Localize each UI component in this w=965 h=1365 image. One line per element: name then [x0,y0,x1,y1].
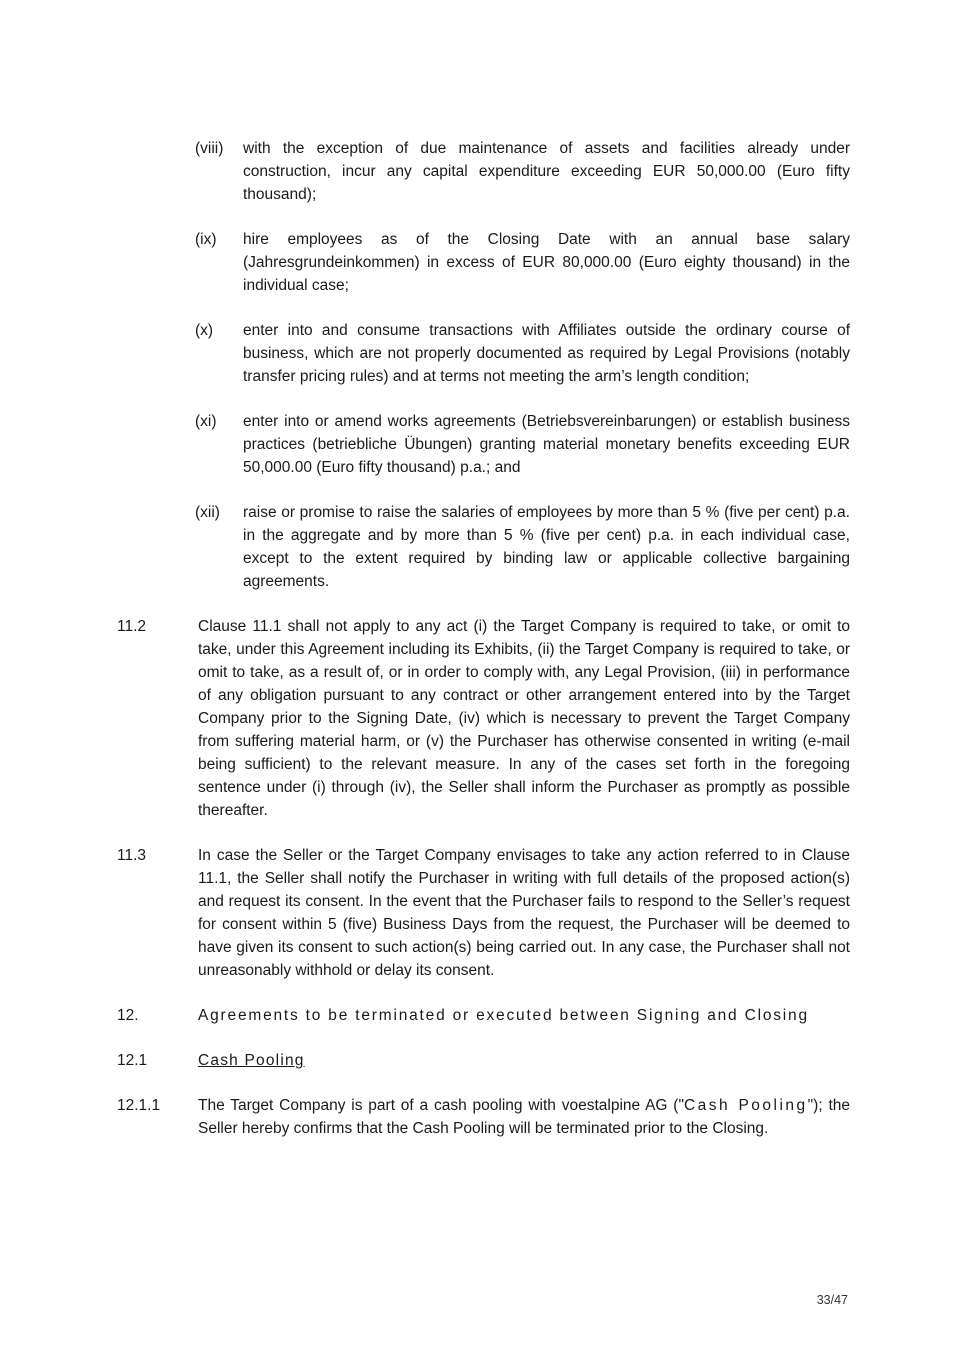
clause-11-2 [117,615,850,822]
clause-number: 11.3 [117,847,147,864]
section-number: 12. [117,1007,139,1024]
clause-12-1-1 [117,1094,850,1140]
clause-number: 11.2 [117,618,147,635]
subsection-number: 12.1 [117,1052,148,1069]
subclause-ix [195,228,850,297]
defined-term-cash-pooling: Cash Pooling [683,1097,808,1114]
subclause-x [195,319,850,388]
subclause-text: enter into and consume transactions with Affiliates outside the ordinary course of business, which are not properly documented as required by Legal Provisions (notably transfer pricing rules) and at terms not meeting the arm’s length condition; [243,322,850,385]
subclause-label: (xii) [195,504,220,521]
subclause-text: enter into or amend works agreements (Betriebsvereinbarungen) or establish business practices (betriebliche Übungen) granting material monetary benefits exceeding EUR 50,000.00 (Euro fifty thousand) p.a.; and [243,413,850,476]
clause-text: In case the Seller or the Target Company envisages to take any action referred to in Clause 11.1, the Seller shall notify the Purchaser in writing with full details of the proposed action(s) and request its consent. In the event that the Purchaser fails to respond to the Seller’s request for consent within 5 (five) Business Days from the request, the Purchaser will be deemed to have given its consent to such action(s) being carried out. In any case, the Purchaser shall not unreasonably withhold or delay its consent. [198,847,850,979]
subclause-label: (viii) [195,140,224,157]
document-content [117,137,850,1162]
section-title: Agreements to be terminated or executed between Signing and Closing [198,1007,809,1024]
subclause-viii [195,137,850,206]
subclause-text: hire employees as of the Closing Date with an annual base salary (Jahresgrundeinkommen) in excess of EUR 80,000.00 (Euro eighty thousand) in the individual case; [243,231,850,294]
subclause-label: (x) [195,322,214,339]
subsection-title: Cash Pooling [198,1052,305,1069]
subsection-heading-12-1 [117,1049,850,1072]
subclause-xi [195,410,850,479]
clause-11-3 [117,844,850,982]
clause-text [198,1094,850,1140]
subclause-text: with the exception of due maintenance of assets and facilities already under construction, incur any capital expenditure exceeding EUR 50,000.00 (Euro fifty thousand); [243,140,850,203]
clause-number: 12.1.1 [117,1097,161,1114]
subclause-xii [195,501,850,593]
subclause-text: raise or promise to raise the salaries of employees by more than 5 % (five per cent) p.a. in the aggregate and by more than 5 % (five per cent) p.a. in each individual case, except to the extent required by binding law or applicable collective bargaining agreements. [243,504,850,590]
page-number: 33/47 [816,1293,848,1307]
section-heading-12 [117,1004,850,1027]
subclause-label: (xi) [195,413,217,430]
clause-text-after-term: "); the Seller hereby confirms that the Cash Pooling will be terminated prior to the Closing. [198,1097,851,1137]
subclause-label: (ix) [195,231,217,248]
clause-text-before-term: The Target Company is part of a cash pooling with voestalpine AG (" [198,1097,684,1114]
clause-text: Clause 11.1 shall not apply to any act (i) the Target Company is required to take, or omit to take, under this Agreement including its Exhibits, (ii) the Target Company is required to take, or omit to take, as a result of, or in order to comply with, any Legal Provision, (iii) in performance of any obligation pursuant to any contract or other arrangement entered into by the Target Company prior to the Signing Date, (iv) which is necessary to prevent the Target Company from suffering material harm, or (v) the Purchaser has otherwise consented in writing (e-mail being sufficient) to the relevant measure. In any of the cases set forth in the foregoing sentence under (i) through (iv), the Seller shall inform the Purchaser as promptly as possible thereafter. [198,618,850,819]
